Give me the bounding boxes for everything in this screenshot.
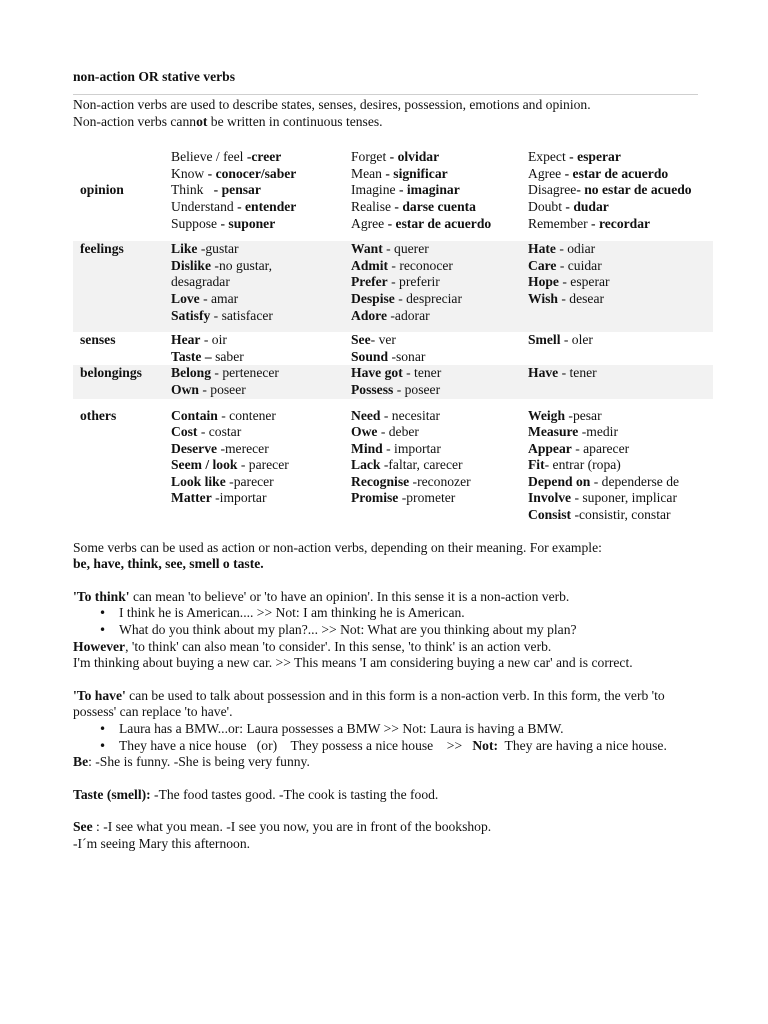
to-think-section — [73, 589, 698, 672]
category-label: senses — [80, 332, 116, 348]
verb-entry: Recognise -reconozer — [351, 473, 471, 489]
verb-entry: Wish - desear — [528, 290, 605, 306]
verb-entry: Mean - significar — [351, 165, 448, 181]
verb-cell — [528, 365, 713, 398]
verb-cell — [351, 365, 528, 398]
verb-entry: Realise - darse cuenta — [351, 198, 476, 214]
verb-entry: Fit- entrar (ropa) — [528, 457, 621, 473]
verb-entry: Prefer - preferir — [351, 274, 440, 290]
title-divider — [73, 94, 698, 95]
category-label: others — [80, 407, 117, 423]
table-row — [73, 399, 713, 524]
verb-cell — [171, 332, 351, 365]
verb-entry: Love - amar — [171, 290, 239, 306]
verb-entry: Look like -parecer — [171, 473, 274, 489]
verb-cell — [351, 332, 528, 365]
verb-cell — [171, 149, 351, 241]
verb-entry: Dislike -no gustar, — [171, 257, 273, 273]
verb-entry: Know - conocer/saber — [171, 165, 297, 181]
verb-entry: Need - necesitar — [351, 407, 441, 423]
verb-entry: Want - querer — [351, 241, 429, 257]
verb-entry: Forget - olvidar — [351, 149, 440, 165]
verb-entry: Disagree- no estar de acuedo — [528, 182, 692, 198]
intro-line-2: Non-action verbs cannot be written in continuous tenses. — [73, 113, 383, 129]
verb-entry: Expect - esperar — [528, 149, 621, 165]
verb-cell — [528, 241, 713, 332]
verb-entry: Have got - tener — [351, 365, 442, 381]
category-label: feelings — [73, 241, 171, 332]
verb-entry: Agree - estar de acuerdo — [351, 215, 492, 231]
verb-entry: Deserve -merecer — [171, 440, 269, 456]
verb-entry: Weigh -pesar — [528, 407, 602, 423]
verb-cell — [171, 241, 351, 332]
verb-entry: Care - cuidar — [528, 257, 602, 273]
to-think-list — [73, 605, 698, 638]
verb-cell — [351, 241, 528, 332]
verb-entry: Hear - oir — [171, 332, 227, 348]
table-row — [73, 332, 713, 365]
verb-cell — [171, 365, 351, 398]
verb-entry: Doubt - dudar — [528, 198, 609, 214]
verb-entry: Imagine - imaginar — [351, 182, 460, 198]
see-example-2: -I´m seeing Mary this afternoon. — [73, 835, 251, 851]
verb-entry: Contain - contener — [171, 407, 276, 423]
verb-cell — [171, 399, 351, 524]
taste-example: Taste (smell): -The food tastes good. -The cook is tasting the food. — [73, 786, 439, 802]
verb-entry: Hate - odiar — [528, 241, 596, 257]
see-example: See : -I see what you mean. -I see you now, you are in front of the bookshop. — [73, 819, 492, 835]
verb-entry: Hope - esperar — [528, 274, 610, 290]
category-label: belongings — [73, 365, 171, 398]
verb-entry: Measure -medir — [528, 424, 618, 440]
see-section — [73, 819, 698, 852]
verb-cell — [528, 149, 713, 241]
verb-entry: Smell - oler — [528, 332, 593, 348]
verb-entry: Depend on - dependerse de — [528, 473, 680, 489]
verb-entry: Owe - deber — [351, 424, 419, 440]
verb-entry: Believe / feel -creer — [171, 149, 282, 165]
verb-entry: Sound -sonar — [351, 348, 426, 364]
to-think-example: I'm thinking about buying a new car. >> This means 'I am considering buying a new car' and is correct. — [73, 655, 633, 671]
verb-entry: Despise - despreciar — [351, 290, 462, 306]
intro-line-1: Non-action verbs are used to describe states, senses, desires, possession, emotions and opinion. — [73, 97, 591, 112]
verb-entry: Belong - pertenecer — [171, 365, 279, 381]
verb-entry: Cost - costar — [171, 424, 242, 440]
table-row — [73, 365, 713, 398]
to-have-list — [73, 721, 698, 754]
some-verbs-line-2: be, have, think, see, smell o taste. — [73, 556, 264, 572]
verb-entry: Have - tener — [528, 365, 597, 381]
verb-cell — [528, 332, 713, 365]
to-think-intro: 'To think' can mean 'to believe' or 'to have an opinion'. In this sense it is a non-action verb. — [73, 588, 570, 604]
list-item: • Laura has a BMW...or: Laura possesses a BMW >> Not: Laura is having a BMW. — [119, 721, 698, 738]
verb-entry: Understand - entender — [171, 198, 297, 214]
verb-entry: Promise -prometer — [351, 490, 456, 506]
verb-entry: Admit - reconocer — [351, 257, 453, 273]
document — [73, 68, 698, 853]
list-item: • They have a nice house (or) They possess a nice house >> Not: They are having a nice house. — [119, 738, 698, 755]
verb-entry: Matter -importar — [171, 490, 267, 506]
list-item: • I think he is American.... >> Not: I am thinking he is American. — [119, 605, 698, 622]
verb-cell — [528, 399, 713, 524]
verb-entry: Adore -adorar — [351, 307, 430, 323]
verb-entry: Seem / look - parecer — [171, 457, 289, 473]
verb-entry: Satisfy - satisfacer — [171, 307, 273, 323]
intro — [73, 97, 698, 130]
verb-entry: desagradar — [171, 274, 230, 290]
verb-entry: Consist -consistir, constar — [528, 507, 671, 523]
category-label: opinion — [80, 182, 124, 198]
verb-entry: Like -gustar — [171, 241, 239, 257]
table-row — [73, 149, 713, 241]
be-example: Be: -She is funny. -She is being very funny. — [73, 754, 310, 770]
verb-entry: Involve - suponer, implicar — [528, 490, 677, 506]
verb-entry: Lack -faltar, carecer — [351, 457, 463, 473]
taste-section — [73, 787, 698, 804]
to-think-however: However, 'to think' can also mean 'to consider'. In this sense, 'to think' is an action verb. — [73, 638, 552, 654]
some-verbs-paragraph — [73, 540, 698, 573]
verb-entry: Suppose - suponer — [171, 215, 276, 231]
page-title: non-action OR stative verbs — [73, 69, 235, 84]
verb-entry: Taste – saber — [171, 348, 244, 364]
to-have-intro: 'To have' can be used to talk about possession and in this form is a non-action verb. In this form, the verb 'to possess' can replace 'to have'. — [73, 687, 665, 720]
verb-entry: See- ver — [351, 332, 396, 348]
verb-entry: Appear - aparecer — [528, 440, 630, 456]
verb-entry: Mind - importar — [351, 440, 441, 456]
to-have-section — [73, 688, 698, 771]
verb-entry: Possess - poseer — [351, 381, 441, 397]
table-row — [73, 241, 713, 332]
verb-entry: Think - pensar — [171, 182, 261, 198]
verb-cell — [351, 399, 528, 524]
some-verbs-line-1: Some verbs can be used as action or non-action verbs, depending on their meaning. For example: — [73, 539, 602, 555]
verbs-table — [73, 149, 713, 523]
verb-entry: Own - poseer — [171, 381, 246, 397]
list-item: • What do you think about my plan?... >> Not: What are you thinking about my plan? — [119, 622, 698, 639]
verb-entry: Remember - recordar — [528, 215, 651, 231]
verb-cell — [351, 149, 528, 241]
verb-entry: Agree - estar de acuerdo — [528, 165, 669, 181]
